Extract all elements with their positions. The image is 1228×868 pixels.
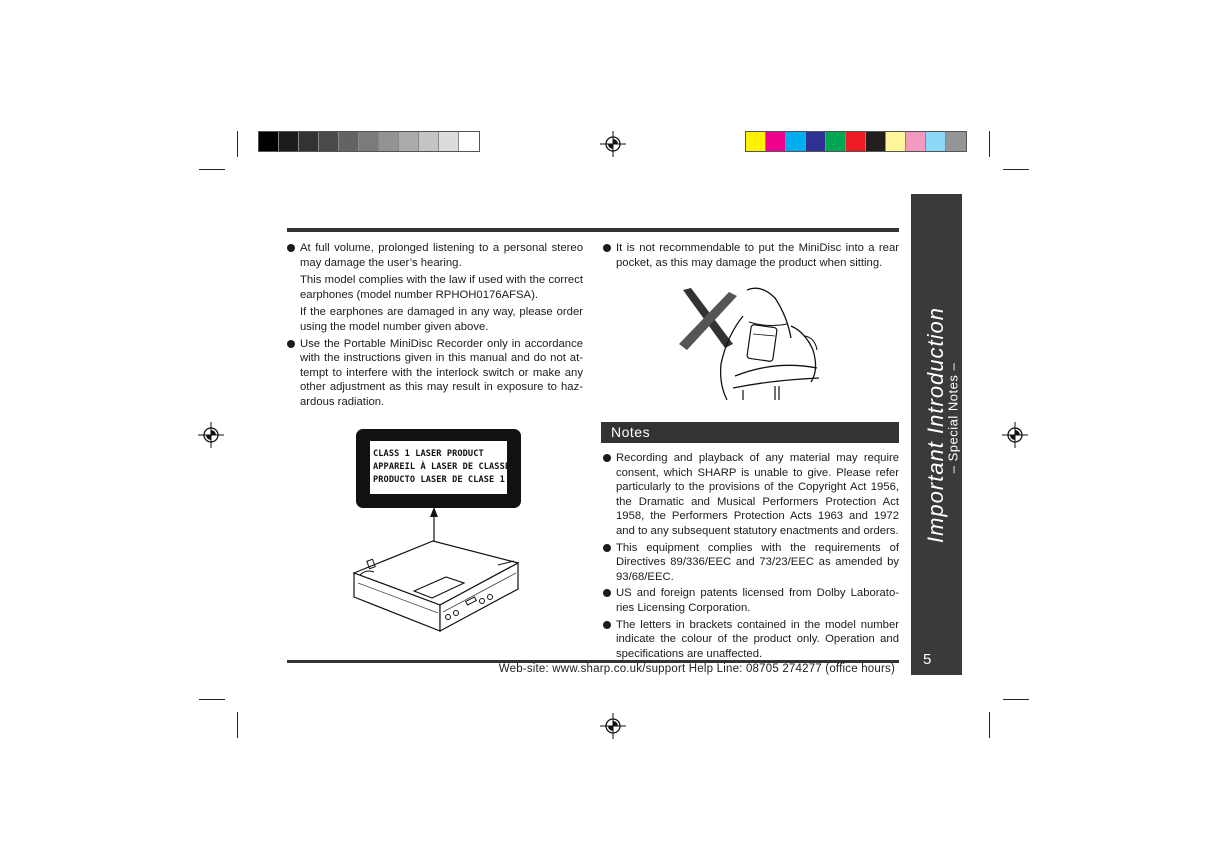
note-item: This equipment complies with the requirements of Directives 89/336/EEC and 73/23/EEC as amended by 93/68/EEC. (603, 541, 899, 585)
bullet-hearing: At full volume, prolonged listening to a personal stereo may damage the user’s hearing. (287, 241, 583, 270)
color-swatch (866, 132, 886, 151)
registration-mark-icon (600, 131, 626, 157)
color-swatch (926, 132, 946, 151)
color-swatch (906, 132, 926, 151)
section-title: Important Introduction (923, 306, 948, 544)
color-swatch (279, 132, 299, 151)
color-swatch (399, 132, 419, 151)
note-item: The letters in brackets contained in the model number indicate the colour of the product only. Operation and specifications are unaffected. (603, 618, 899, 662)
footer-contact: Web-site: www.sharp.co.uk/support Help Line: 08705 274277 (office hours) (498, 663, 895, 675)
color-swatch (826, 132, 846, 151)
note-item: US and foreign patents licensed from Dolby Laborato-ries Licensing Corporation. (603, 586, 899, 615)
earphones-compliance-text: This model complies with the law if used with the correct earphones (model number RPHOH0176AFSA). (300, 274, 583, 301)
right-column-top (603, 241, 899, 270)
color-swatch (746, 132, 766, 151)
color-swatch (946, 132, 966, 151)
notes-header: Notes (601, 422, 899, 443)
gray-calibration-bar (258, 131, 480, 152)
notes-list (603, 451, 899, 661)
color-swatch (786, 132, 806, 151)
color-swatch (299, 132, 319, 151)
color-swatch (319, 132, 339, 151)
registration-mark-icon (600, 713, 626, 739)
top-rule (287, 228, 899, 232)
color-swatch (419, 132, 439, 151)
registration-mark-icon (198, 422, 224, 448)
left-column (287, 241, 583, 410)
laser-label-line: CLASS 1 LASER PRODUCT (373, 449, 484, 459)
color-swatch (359, 132, 379, 151)
registration-mark-icon (1002, 422, 1028, 448)
earphones-order-text: If the earphones are damaged in any way, please order using the model number given above. (300, 306, 583, 333)
bullet-rear-pocket: It is not recommendable to put the MiniDisc into a rear pocket, as this may damage the product when sitting. (603, 241, 899, 270)
color-swatch (886, 132, 906, 151)
note-item: Recording and playback of any material may require consent, which SHARP is unable to give. Please refer particularly to the provisions of the Copyright Act 1956, the Dramatic and Musical Performers Protection Act 1958, the Performers Protection Acts 1963 and 1972 and to any subsequent statutory enactments and orders. (603, 451, 899, 539)
page-number: 5 (923, 651, 932, 668)
rear-pocket-warning-illustration (675, 286, 825, 404)
color-swatch (439, 132, 459, 151)
minidisc-recorder-illustration (348, 505, 528, 640)
laser-label-line: PRODUCTO LASER DE CLASE 1 (373, 475, 505, 485)
color-calibration-bar (745, 131, 967, 152)
color-swatch (766, 132, 786, 151)
color-swatch (846, 132, 866, 151)
color-swatch (259, 132, 279, 151)
color-swatch (339, 132, 359, 151)
laser-label-line: APPAREIL À LASER DE CLASSE 1 (373, 462, 521, 472)
color-swatch (459, 132, 479, 151)
laser-warning-label (356, 429, 521, 508)
color-swatch (806, 132, 826, 151)
section-subtitle: – Special Notes – (945, 362, 961, 474)
bullet-interlock: Use the Portable MiniDisc Recorder only in accordance with the instructions given in this manual and do not at-tempt to interfere with the interlock switch or make any other adjustment as this may result in exposure to haz-ardous radiation. (287, 337, 583, 410)
color-swatch (379, 132, 399, 151)
